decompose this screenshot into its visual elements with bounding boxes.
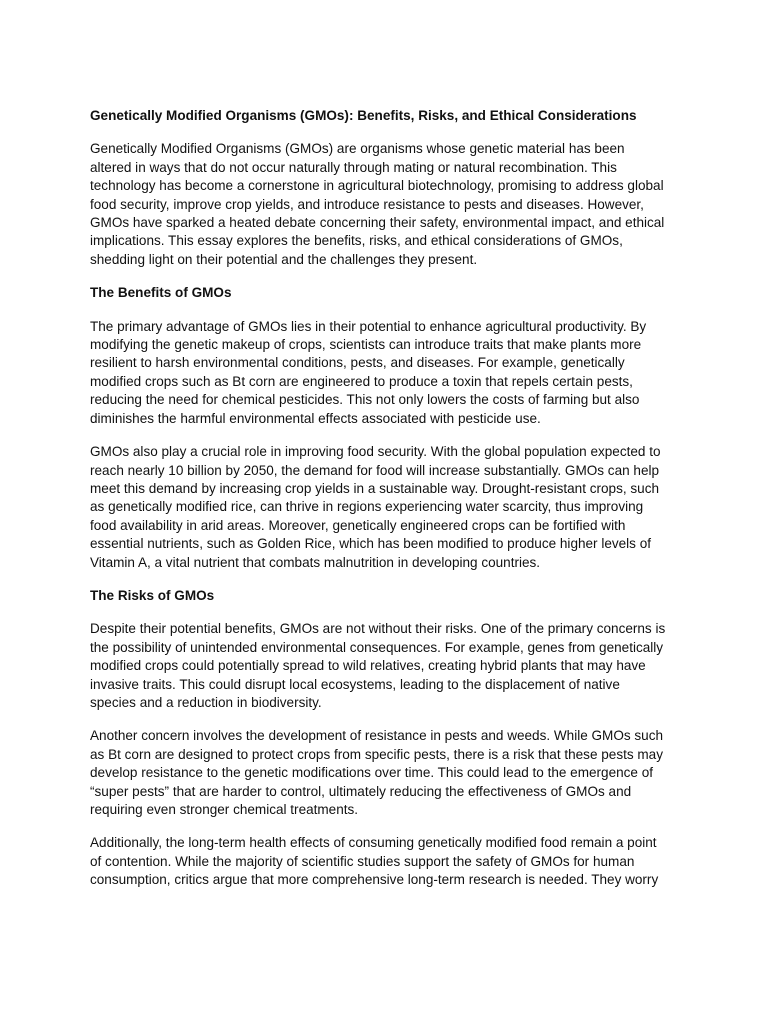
benefits-heading: The Benefits of GMOs (90, 285, 232, 301)
risks-paragraph-1 (90, 620, 680, 712)
text-line: modified crops such as Bt corn are engineered to produce a toxin that repels certain pests, (90, 373, 633, 389)
text-line: Genetically Modified Organisms (GMOs) are organisms whose genetic material has been (90, 141, 625, 157)
text-line: of contention. While the majority of scientific studies support the safety of GMOs for human (90, 853, 635, 869)
text-line: technology has become a cornerstone in agricultural biotechnology, promising to address global (90, 178, 664, 194)
risks-paragraph-2 (90, 727, 680, 819)
text-line: modified crops could potentially spread to wild relatives, creating hybrid plants that may have (90, 658, 646, 674)
text-line: invasive traits. This could disrupt local ecosystems, leading to the displacement of native (90, 676, 620, 692)
text-line: shedding light on their potential and the challenges they present. (90, 251, 478, 267)
text-line: resilient to harsh environmental conditions, pests, and diseases. For example, genetically (90, 355, 625, 371)
text-line: reducing the need for chemical pesticides. This not only lowers the costs of farming but also (90, 392, 640, 408)
text-line: food security, improve crop yields, and introduce resistance to pests and diseases. However, (90, 196, 644, 212)
text-line: GMOs have sparked a heated debate concerning their safety, environmental impact, and ethical (90, 215, 665, 231)
text-line: The primary advantage of GMOs lies in their potential to enhance agricultural productivity. By (90, 318, 647, 334)
text-line: Another concern involves the development of resistance in pests and weeds. While GMOs such (90, 728, 664, 744)
text-line: food availability in arid areas. Moreover, genetically engineered crops can be fortified with (90, 517, 626, 533)
text-line: Vitamin A, a vital nutrient that combats malnutrition in developing countries. (90, 554, 541, 570)
text-line: as Bt corn are designed to protect crops from specific pests, there is a risk that these pests may (90, 746, 663, 762)
text-line: species and a reduction in biodiversity. (90, 694, 322, 710)
text-line: GMOs also play a crucial role in improving food security. With the global population expected to (90, 444, 661, 460)
text-line: Additionally, the long-term health effects of consuming genetically modified food remain a point (90, 835, 657, 851)
text-line: altered in ways that do not occur naturally through mating or natural recombination. This (90, 159, 617, 175)
text-line: requiring even stronger chemical treatments. (90, 802, 359, 817)
text-line: reach nearly 10 billion by 2050, the demand for food will increase substantially. GMOs can help (90, 462, 660, 478)
benefits-paragraph-1 (90, 318, 680, 428)
text-line: diminishes the harmful environmental effects associated with pesticide use. (90, 410, 541, 426)
text-line: implications. This essay explores the benefits, risks, and ethical considerations of GMOs, (90, 233, 623, 249)
text-line: as genetically modified rice, can thrive in regions experiencing water scarcity, thus improving (90, 499, 644, 515)
text-line: consumption, critics argue that more comprehensive long-term research is needed. They worry (90, 872, 659, 888)
text-line: essential nutrients, such as Golden Rice, which has been modified to produce higher levels of (90, 536, 652, 552)
risks-paragraph-3 (90, 834, 680, 889)
risks-heading: The Risks of GMOs (90, 587, 215, 603)
text-line: develop resistance to the genetic modifications over time. This could lead to the emergence of (90, 765, 654, 781)
text-line: the possibility of unintended environmental consequences. For example, genes from genetically (90, 639, 664, 655)
text-line: modifying the genetic makeup of crops, scientists can introduce traits that make plants more (90, 337, 642, 353)
text-line: meet this demand by increasing crop yields in a sustainable way. Drought-resistant crops, such (90, 480, 659, 496)
document-title: Genetically Modified Organisms (GMOs): Benefits, Risks, and Ethical Considerations (90, 108, 637, 123)
benefits-paragraph-2 (90, 443, 680, 572)
text-line: Despite their potential benefits, GMOs are not without their risks. One of the primary concerns is (90, 621, 666, 637)
intro-paragraph (90, 140, 680, 269)
text-line: “super pests” that are harder to control, ultimately reducing the effectiveness of GMOs and (90, 783, 632, 799)
